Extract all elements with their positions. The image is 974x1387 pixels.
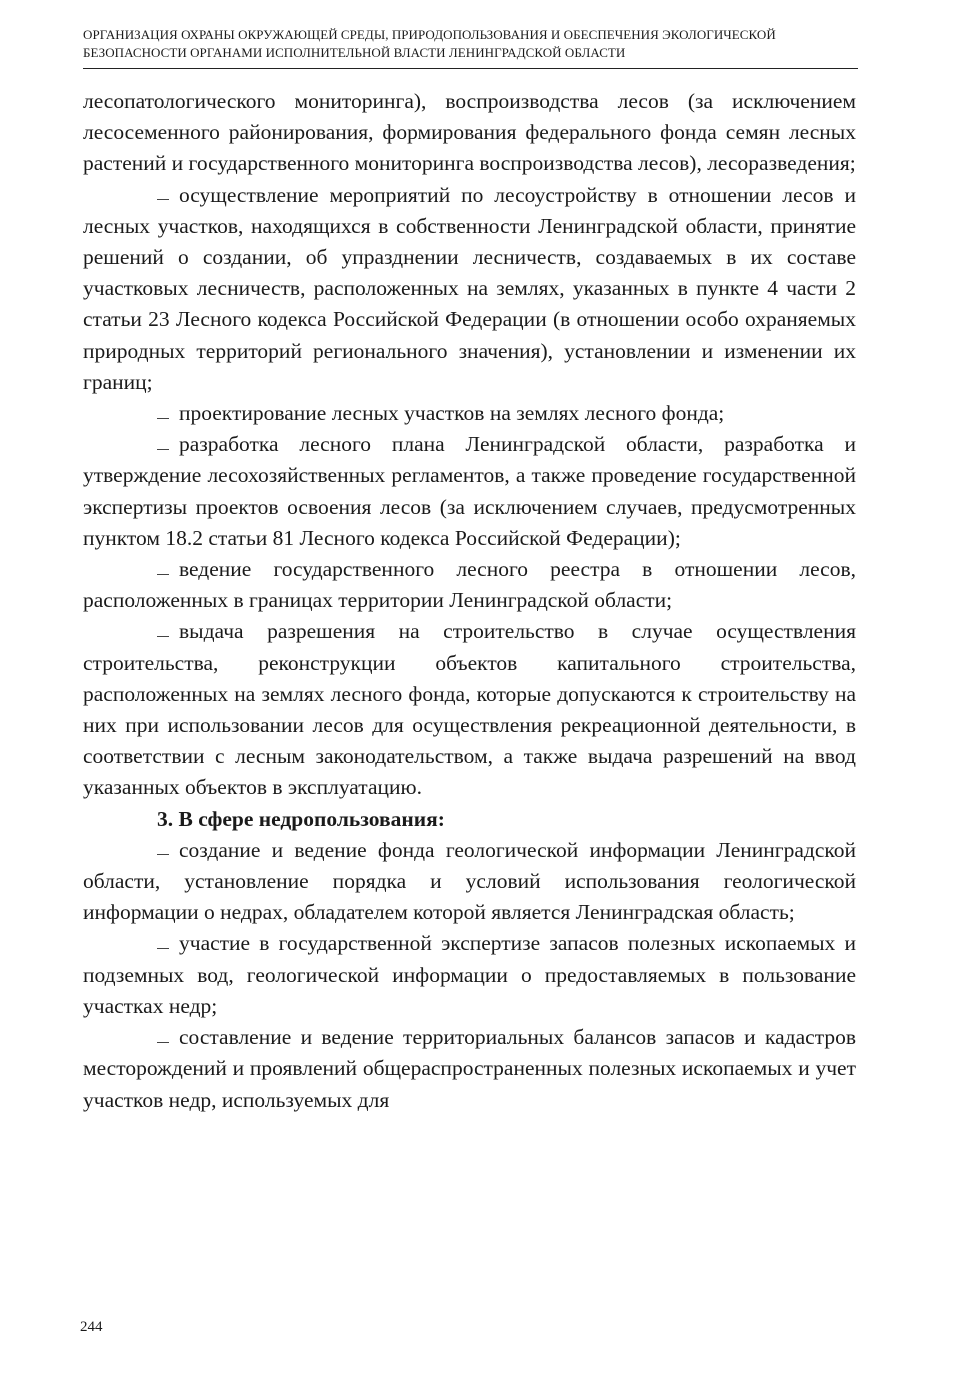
body-text — [83, 86, 856, 1116]
paragraph-4: разработка лесного плана Ленинградской области, разработка и утверждение лесохозяйственных регламентов, а также проведение государственной экспертизы проектов освоения лесов (за исключением случаев, предусмотренных пунктом 18.2 статьи 81 Лесного кодекса Российской Федерации); — [83, 432, 856, 550]
paragraph-5: ведение государственного лесного реестра в отношении лесов, расположенных в границах территории Ленинградской области; — [83, 557, 856, 613]
dash-bullet-icon — [157, 636, 169, 637]
header-divider — [83, 68, 858, 69]
header-line-1: ОРГАНИЗАЦИЯ ОХРАНЫ ОКРУЖАЮЩЕЙ СРЕДЫ, ПРИРОДОПОЛЬЗОВАНИЯ И ОБЕСПЕЧЕНИЯ ЭКОЛОГИЧЕСКОЙ — [83, 27, 776, 42]
paragraph-6: выдача разрешения на строительство в случае осуществления строительства, реконструкции объектов капитального строительства, расположенных на землях лесного фонда, которые допускаются к строительству на них при использовании лесов для осуществления рекреационной деятельности, в соответствии с лесным законодательством, а также выдача разрешений на ввод указанных объектов в эксплуатацию. — [83, 619, 856, 800]
paragraph-1: лесопатологического мониторинга), воспроизводства лесов (за исключением лесосеменного районирования, формирования федерального фонда семян лесных растений и государственного мониторинга воспроизводства лесов), лесоразведения; — [83, 89, 856, 176]
paragraph-2: осуществление мероприятий по лесоустройству в отношении лесов и лесных участков, находящихся в собственности Ленинградской области, принятие решений о создании, об упразднении лесничеств, создаваемых в их составе участковых лесничеств, расположенных на землях, указанных в пункте 4 части 2 статьи 23 Лесного кодекса Российской Федерации (в отношении особо охраняемых природных территорий регионального значения), установлении и изменении их границ; — [83, 182, 856, 394]
section-heading: 3. В сфере недропользования: — [157, 806, 445, 831]
dash-bullet-icon — [157, 574, 169, 575]
running-header — [83, 26, 858, 62]
dash-bullet-icon — [157, 1042, 169, 1043]
paragraph-8: участие в государственной экспертизе запасов полезных ископаемых и подземных вод, геологической информации о предоставляемых в пользование участках недр; — [83, 931, 856, 1018]
page-number: 244 — [80, 1319, 103, 1335]
dash-bullet-icon — [157, 199, 169, 200]
dash-bullet-icon — [157, 418, 169, 419]
paragraph-3: проектирование лесных участков на землях лесного фонда; — [83, 398, 856, 429]
paragraph-9: составление и ведение территориальных балансов запасов и кадастров месторождений и проявлений общераспространенных полезных ископаемых и учет участков недр, используемых для — [83, 1025, 856, 1112]
dash-bullet-icon — [157, 854, 169, 855]
dash-bullet-icon — [157, 948, 169, 949]
header-line-2: БЕЗОПАСНОСТИ ОРГАНАМИ ИСПОЛНИТЕЛЬНОЙ ВЛАСТИ ЛЕНИНГРАДСКОЙ ОБЛАСТИ — [83, 45, 626, 60]
paragraph-7: создание и ведение фонда геологической информации Ленинградской области, установление порядка и условий использования геологической информации о недрах, обладателем которой является Ленинградская область; — [83, 837, 856, 925]
dash-bullet-icon — [157, 449, 169, 450]
